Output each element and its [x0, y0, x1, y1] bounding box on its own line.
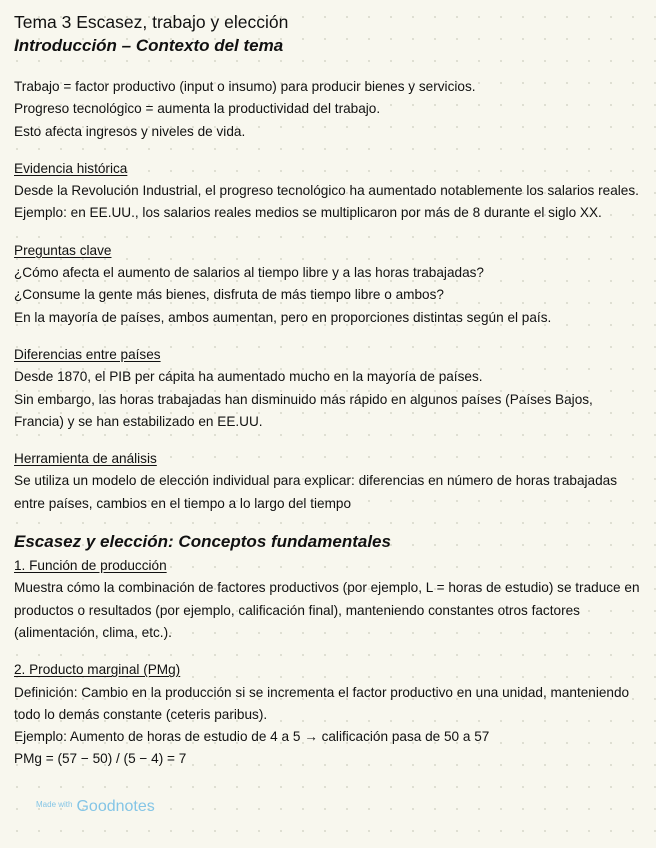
country-differences-heading: Diferencias entre países — [14, 346, 161, 362]
document-title: Tema 3 Escasez, trabajo y elección — [14, 12, 289, 32]
goodnotes-watermark — [36, 798, 155, 816]
watermark-made-with: Made with — [36, 800, 73, 809]
analysis-tool-heading: Herramienta de análisis — [14, 451, 157, 467]
country-differences-block — [14, 344, 644, 433]
marginal-product-formula: PMg = (57 − 50) / (5 − 4) = 7 — [14, 751, 187, 767]
historical-evidence-heading: Evidencia histórica — [14, 160, 128, 176]
note-page — [14, 11, 644, 771]
production-function-heading: 1. Función de producción — [14, 558, 167, 574]
production-function-block — [14, 555, 644, 644]
country-differences-text-1: Desde 1870, el PIB per cápita ha aumentado mucho en la mayoría de países. — [14, 369, 483, 385]
key-question-1: ¿Cómo afecta el aumento de salarios al tiempo libre y a las horas trabajadas? — [14, 265, 484, 281]
marginal-product-heading: 2. Producto marginal (PMg) — [14, 662, 181, 678]
country-differences-text-2: Sin embargo, las horas trabajadas han disminuido más rápido en algunos países (Países Bajos, Francia) y se han estabilizado en EE.UU. — [14, 391, 593, 429]
historical-evidence-text-2: Ejemplo: en EE.UU., los salarios reales medios se multiplicaron por más de 8 durante el siglo XX. — [14, 205, 602, 221]
intro-line-1: Trabajo = factor productivo (input o insumo) para producir bienes y servicios. — [14, 79, 476, 94]
intro-lines — [14, 76, 644, 143]
key-question-3: En la mayoría de países, ambos aumentan, pero en proporciones distintas según el país. — [14, 309, 552, 325]
production-function-text: Muestra cómo la combinación de factores productivos (por ejemplo, L = horas de estudio) se traduce en productos o resultados (por ejemplo, calificación final), manteniendo constantes otros factores (alimentación, clima, etc.). — [14, 580, 640, 640]
marginal-product-example: Ejemplo: Aumento de horas de estudio de 4 a 5 → calificación pasa de 50 a 57 — [14, 729, 490, 745]
watermark-brand: Goodnotes — [76, 798, 155, 815]
key-question-2: ¿Consume la gente más bienes, disfruta de más tiempo libre o ambos? — [14, 287, 444, 303]
marginal-product-definition: Definición: Cambio en la producción si se incrementa el factor productivo en una unidad, manteniendo todo lo demás constante (ceteris paribus). — [14, 684, 630, 722]
analysis-tool-text: Se utiliza un modelo de elección individual para explicar: diferencias en número de horas trabajadas entre países, cambios en el tiempo a lo largo del tiempo — [14, 473, 618, 511]
scarcity-heading: Escasez y elección: Conceptos fundamentales — [14, 532, 391, 552]
intro-line-3: Esto afecta ingresos y niveles de vida. — [14, 123, 246, 139]
key-questions-heading: Preguntas clave — [14, 242, 112, 258]
marginal-product-block — [14, 659, 644, 770]
historical-evidence-block — [14, 158, 644, 225]
historical-evidence-text-1: Desde la Revolución Industrial, el progreso tecnológico ha aumentado notablemente los salarios reales. — [14, 183, 639, 199]
intro-line-2: Progreso tecnológico = aumenta la productividad del trabajo. — [14, 101, 381, 117]
intro-heading: Introducción – Contexto del tema — [14, 36, 284, 55]
analysis-tool-block — [14, 448, 644, 515]
key-questions-block — [14, 240, 644, 329]
